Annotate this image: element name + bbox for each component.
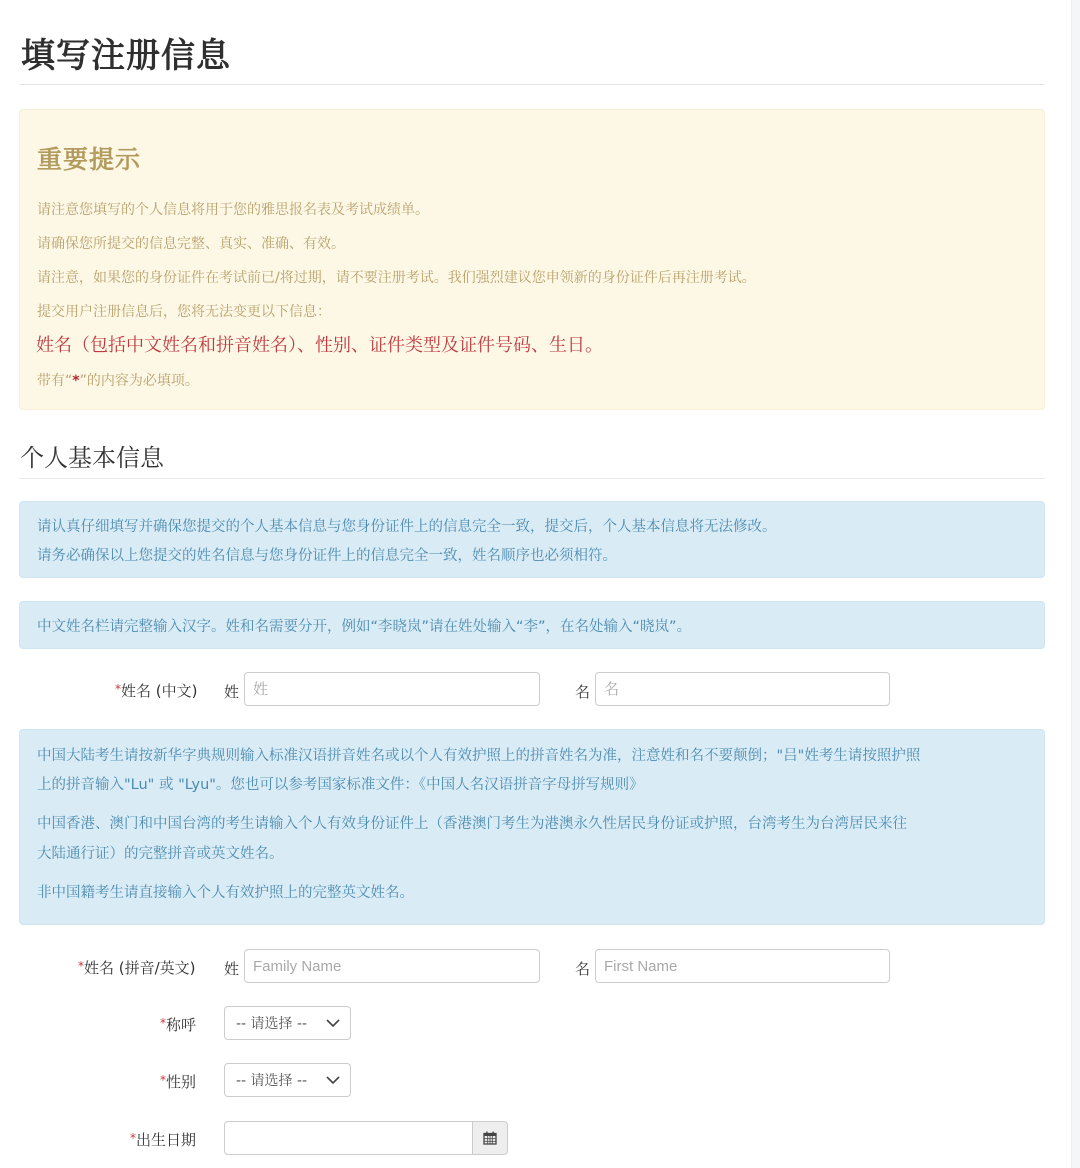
pinyin-family-name-input[interactable] bbox=[244, 949, 540, 983]
given-name-prefix: 名 bbox=[575, 960, 591, 978]
pinyin-name-label: *姓名 (拼音/英文) bbox=[78, 959, 196, 977]
chinese-given-name-input[interactable] bbox=[595, 672, 890, 706]
page-scrollbar-edge bbox=[1071, 0, 1080, 1168]
gender-label: *性别 bbox=[160, 1073, 197, 1091]
pinyin-given-name-input[interactable] bbox=[595, 949, 890, 983]
calendar-icon bbox=[483, 1131, 497, 1145]
notice-line: 请确保您所提交的信息完整、真实、准确、有效。 bbox=[37, 236, 345, 252]
family-name-prefix: 姓 bbox=[224, 960, 240, 978]
notice-line: 请注意，如果您的身份证件在考试前已/将过期，请不要注册考试。我们强烈建议您申领新的身份证件后再注册考试。 bbox=[37, 270, 756, 286]
info-line: 请务必确保以上您提交的姓名信息与您身份证件上的信息完全一致，姓名顺序也必须相符。 bbox=[37, 548, 617, 564]
chevron-down-icon bbox=[325, 1017, 341, 1029]
gender-select-value: -- 请选择 -- bbox=[236, 1073, 308, 1089]
info-line: 非中国籍考生请直接输入个人有效护照上的完整英文姓名。 bbox=[37, 885, 414, 901]
basic-info-notice-box bbox=[19, 501, 1045, 578]
info-line: 中文姓名栏请完整输入汉字。姓和名需要分开，例如“李晓岚”请在姓处输入“李”，在名处输入“晓岚”。 bbox=[37, 619, 692, 635]
info-line: 上的拼音输入"Lu" 或 "Lyu"。您也可以参考国家标准文件：《中国人名汉语拼音字母拼写规则》 bbox=[37, 777, 644, 793]
title-select-value: -- 请选择 -- bbox=[236, 1016, 308, 1032]
info-line: 中国香港、澳门和中国台湾的考生请输入个人有效身份证件上（香港澳门考生为港澳永久性居民身份证或护照，台湾考生为台湾居民来往 bbox=[37, 816, 907, 832]
notice-line: 请注意您填写的个人信息将用于您的雅思报名表及考试成绩单。 bbox=[37, 202, 429, 218]
family-name-prefix: 姓 bbox=[224, 683, 240, 701]
title-select[interactable] bbox=[224, 1006, 351, 1040]
locked-fields-warning: 姓名（包括中文姓名和拼音姓名）、性别、证件类型及证件号码、生日。 bbox=[36, 335, 603, 356]
gender-select[interactable] bbox=[224, 1063, 351, 1097]
birth-date-label: *出生日期 bbox=[130, 1131, 197, 1149]
divider bbox=[19, 84, 1045, 85]
title-label: *称呼 bbox=[160, 1016, 197, 1034]
info-line: 请认真仔细填写并确保您提交的个人基本信息与您身份证件上的信息完全一致，提交后，个人基本信息将无法修改。 bbox=[37, 519, 777, 535]
chevron-down-icon bbox=[325, 1074, 341, 1086]
chinese-name-label: *姓名 (中文) bbox=[115, 682, 198, 700]
info-line: 大陆通行证）的完整拼音或英文姓名。 bbox=[37, 846, 284, 862]
birth-date-input[interactable] bbox=[224, 1121, 473, 1155]
chinese-family-name-input[interactable] bbox=[244, 672, 540, 706]
divider bbox=[19, 478, 1045, 479]
info-line: 中国大陆考生请按新华字典规则输入标准汉语拼音姓名或以个人有效护照上的拼音姓名为准，注意姓和名不要颠倒；"吕"姓考生请按照护照 bbox=[37, 748, 921, 764]
given-name-prefix: 名 bbox=[575, 683, 591, 701]
required-star: * bbox=[72, 373, 80, 389]
important-notice-box bbox=[19, 109, 1045, 410]
notice-heading: 重要提示 bbox=[37, 145, 142, 174]
notice-line: 提交用户注册信息后，您将无法变更以下信息： bbox=[37, 304, 331, 320]
required-note: 带有“*”的内容为必填项。 bbox=[37, 373, 199, 389]
section-title: 个人基本信息 bbox=[20, 444, 164, 472]
date-picker-button[interactable] bbox=[472, 1121, 508, 1155]
page-title: 填写注册信息 bbox=[21, 36, 231, 76]
